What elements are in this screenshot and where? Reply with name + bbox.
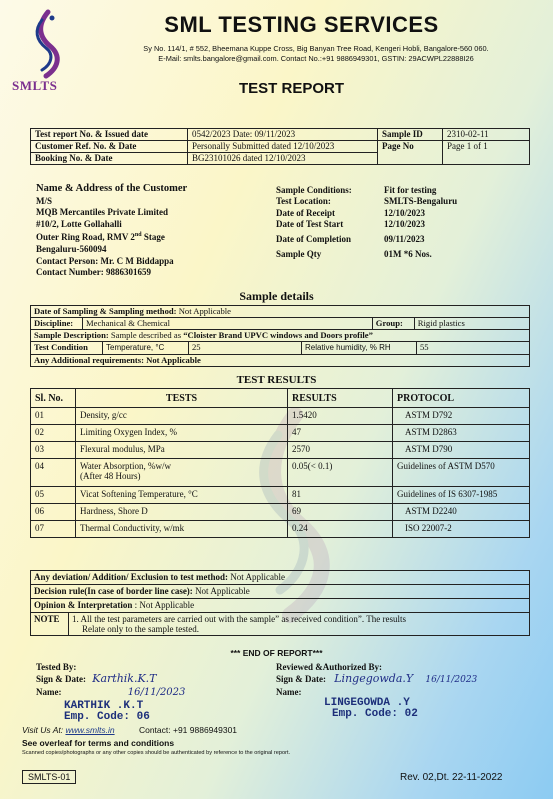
- test-location-label: Test Location:: [276, 196, 331, 207]
- result-value: 81: [288, 487, 393, 504]
- result-value: 2570: [288, 442, 393, 459]
- contact-person: Contact Person: Mr. C M Biddappa: [36, 255, 174, 266]
- result-sl-no: 03: [31, 442, 76, 459]
- opinion-label: Opinion & Interpretation: [34, 600, 133, 610]
- revision-text: Rev. 02,Dt. 22-11-2022: [400, 772, 503, 783]
- result-protocol: ASTM D2240: [393, 504, 530, 521]
- receipt-date-value: 12/10/2023: [384, 207, 426, 218]
- group-value: Rigid plastics: [414, 318, 529, 330]
- report-no-value: 0542/2023 Date: 09/11/2023: [188, 129, 378, 141]
- result-protocol: ASTM D790: [393, 442, 530, 459]
- note-label: NOTE: [31, 613, 69, 636]
- company-name: SML TESTING SERVICES: [164, 12, 439, 37]
- test-start-label: Date of Test Start: [276, 218, 344, 229]
- contact-number: Contact Number: 9886301659: [36, 267, 151, 278]
- result-test: [76, 442, 288, 459]
- table-row: [31, 487, 530, 504]
- result-test-subline: (After 48 Hours): [80, 471, 141, 481]
- completion-date-value: 09/11/2023: [384, 234, 425, 245]
- result-protocol: ASTM D792: [393, 408, 530, 425]
- logo-text: SMLTS: [12, 78, 58, 93]
- result-test: [76, 408, 288, 425]
- sample-conditions-value: Fit for testing: [384, 185, 437, 195]
- tested-by-label: Tested By:: [36, 662, 77, 672]
- tested-sign-label: Sign & Date:: [36, 674, 86, 684]
- test-results-table: [30, 388, 530, 538]
- result-test-line: Flexural modulus, MPa: [80, 444, 165, 454]
- page-title: TEST REPORT: [238, 80, 344, 97]
- customer-ref-value: Personally Submitted dated 12/10/2023: [188, 141, 378, 153]
- result-test-line: Density, g/cc: [80, 410, 127, 420]
- booking-label: Booking No. & Date: [31, 153, 188, 165]
- customer-addr3: Bengaluru-560094: [36, 243, 107, 254]
- result-test: [76, 504, 288, 521]
- sample-id-value: 2310-02-11: [443, 129, 530, 141]
- reviewed-by-block: [276, 662, 536, 720]
- reviewed-name: LINGEGOWDA .Y: [324, 697, 410, 709]
- sample-qty-value: 01M *6 Nos.: [384, 249, 432, 260]
- result-test-line: Hardness, Shore D: [80, 506, 148, 516]
- test-results-title: TEST RESULTS: [236, 374, 317, 386]
- customer-name: MQB Mercantiles Private Limited: [36, 207, 169, 218]
- table-row: [31, 504, 530, 521]
- result-protocol: Guidelines of ASTM D570: [393, 459, 530, 487]
- temperature-value: 25: [192, 342, 201, 352]
- result-test-line: Limiting Oxygen Index, %: [80, 427, 177, 437]
- col-header-protocol: PROTOCOL: [393, 389, 530, 408]
- website-link[interactable]: www.smlts.in: [65, 725, 115, 735]
- customer-address-block: [36, 183, 266, 279]
- result-test: [76, 521, 288, 538]
- sample-details-title: Sample details: [239, 289, 314, 303]
- result-test: [76, 425, 288, 442]
- result-value: 69: [288, 504, 393, 521]
- sample-qty-label: Sample Qty: [276, 249, 322, 260]
- temperature-label: Temperature, °C: [103, 342, 189, 354]
- reviewed-by-label: Reviewed &Authorized By:: [276, 662, 382, 672]
- discipline-value: Mechanical & Chemical: [83, 318, 373, 330]
- address-line: Sy No. 114/1, # 552, Bheemana Kuppe Cross, Big Banyan Tree Road, Kengeri Hobli, Bangalore-560 060.: [143, 44, 489, 53]
- deviation-value: Not Applicable: [230, 572, 286, 582]
- tested-emp-code: Emp. Code: 06: [64, 711, 150, 723]
- form-code: SMLTS-01: [22, 770, 76, 784]
- sample-id-label: Sample ID: [378, 129, 443, 141]
- tested-by-block: [36, 662, 256, 723]
- table-row: [31, 425, 530, 442]
- discipline-label: Discipline:: [31, 318, 83, 330]
- footer-contact: Contact: +91 9886949301: [138, 725, 238, 735]
- note-line-1: 1. All the test parameters are carried out with the sample” as received condition”. The results: [72, 614, 406, 624]
- deviation-label: Any deviation/ Addition/ Exclusion to test method:: [34, 572, 229, 582]
- sample-conditions-block: [276, 185, 526, 261]
- email-contact-line: E-Mail: smlts.bangalore@gmail.com. Contact No.:+91 9886949301, GSTIN: 29ACWPL22888I26: [158, 54, 474, 63]
- result-value: 0.05(< 0.1): [288, 459, 393, 487]
- table-row: [31, 442, 530, 459]
- opinion-value: : Not Applicable: [134, 600, 195, 610]
- sampling-label: Date of Sampling & Sampling method:: [34, 306, 177, 316]
- result-sl-no: 02: [31, 425, 76, 442]
- additional-label: Any Additional requirements:: [34, 355, 144, 365]
- result-test: [76, 487, 288, 504]
- test-location-value: SMLTS-Bengaluru: [384, 196, 458, 207]
- decision-value: Not Applicable: [195, 586, 250, 596]
- table-row: [31, 459, 530, 487]
- sample-conditions-label: Sample Conditions:: [276, 185, 352, 195]
- reviewed-date-ink: 16/11/2023: [425, 675, 478, 685]
- customer-ref-label: Customer Ref. No. & Date: [31, 141, 188, 153]
- col-header-results: RESULTS: [288, 389, 393, 408]
- customer-addr1: #10/2, Lotte Gollahalli: [36, 218, 122, 229]
- result-sl-no: 04: [31, 459, 76, 487]
- description-label: Sample Description:: [34, 330, 109, 340]
- report-info-table: [30, 128, 530, 165]
- completion-date-label: Date of Completion: [276, 234, 351, 245]
- customer-heading: Name & Address of the Customer: [36, 183, 188, 194]
- result-test-line: Water Absorption, %w/w: [80, 461, 172, 471]
- test-condition-label: Test Condition: [31, 342, 103, 354]
- result-value: 0.24: [288, 521, 393, 538]
- deviation-notes-table: [30, 570, 530, 636]
- table-row: [31, 521, 530, 538]
- col-header-tests: TESTS: [76, 389, 288, 408]
- result-value: 1.5420: [288, 408, 393, 425]
- reviewed-emp-code: Emp. Code: 02: [332, 708, 418, 720]
- result-protocol: ISO 22007-2: [393, 521, 530, 538]
- tested-name-label: Name:: [36, 687, 62, 697]
- tested-date-ink: 16/11/2023: [127, 687, 186, 698]
- booking-value: BG23101026 dated 12/10/2023: [188, 153, 378, 165]
- result-protocol: ASTM D2863: [393, 425, 530, 442]
- page-no-label: Page No: [378, 141, 443, 165]
- result-sl-no: 06: [31, 504, 76, 521]
- customer-ms: M/S: [36, 195, 53, 206]
- terms-note: See overleaf for terms and conditions: [22, 738, 175, 748]
- scan-note: Scanned copies/photographs or any other copies should be authenticated by reference to the original report.: [22, 750, 291, 756]
- result-value: 47: [288, 425, 393, 442]
- customer-addr2: Outer Ring Road, RMV 2nd Stage: [36, 232, 165, 243]
- additional-value: Not Applicable: [146, 355, 201, 365]
- tested-name: KARTHIK .K.T: [64, 700, 144, 712]
- visit-us-line: [22, 725, 237, 735]
- sampling-value: Not Applicable: [178, 306, 231, 316]
- group-label: Group:: [372, 318, 414, 330]
- receipt-date-label: Date of Receipt: [276, 207, 335, 218]
- result-protocol: Guidelines of IS 6307-1985: [393, 487, 530, 504]
- description-value: Sample described as: [110, 330, 182, 340]
- humidity-label: Relative humidity, % RH: [301, 342, 417, 354]
- visit-label: Visit Us At:: [22, 725, 64, 735]
- tested-signature: Karthik.K.T: [92, 672, 157, 685]
- result-test-line: Vicat Softening Temperature, °C: [80, 489, 198, 499]
- humidity-value: 55: [420, 342, 429, 352]
- col-header-sl-no: Sl. No.: [31, 389, 76, 408]
- sample-details-table: [30, 305, 530, 367]
- end-of-report: *** END OF REPORT***: [230, 648, 323, 658]
- report-no-label: Test report No. & Issued date: [31, 129, 188, 141]
- reviewed-signature: Lingegowda.Y: [334, 672, 414, 685]
- result-sl-no: 07: [31, 521, 76, 538]
- table-row: [31, 408, 530, 425]
- description-sample-name: “Cloister Brand UPVC windows and Doors profile”: [183, 330, 373, 340]
- page-no-value: Page 1 of 1: [443, 141, 530, 165]
- result-sl-no: 01: [31, 408, 76, 425]
- reviewed-name-label: Name:: [276, 687, 302, 697]
- decision-label: Decision rule(In case of border line case):: [34, 586, 193, 596]
- result-test: [76, 459, 288, 487]
- note-line-2: Relate only to the sample tested.: [82, 624, 199, 634]
- result-sl-no: 05: [31, 487, 76, 504]
- company-address: [86, 44, 546, 64]
- result-test-line: Thermal Conductivity, w/mk: [80, 523, 185, 533]
- test-start-value: 12/10/2023: [384, 218, 426, 229]
- reviewed-sign-label: Sign & Date:: [276, 674, 326, 684]
